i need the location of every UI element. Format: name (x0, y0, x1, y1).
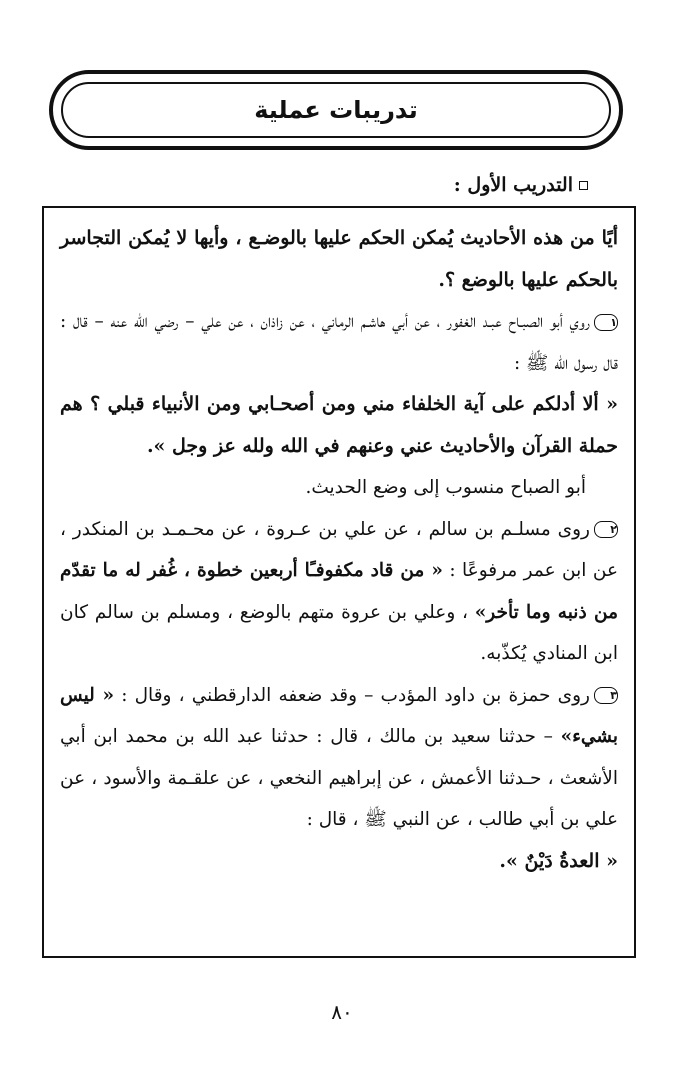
item-2-paragraph (60, 509, 618, 675)
exercise-box (42, 206, 636, 958)
item-3-paragraph (60, 675, 618, 841)
item-1-hadith: « ألا أدلكم على آية الخلفاء مني ومن أصحـابي ومن الأنبياء قبلي ؟ هم حملة القرآن والأحاديث عني وعنهم في الله ولله عز وجل ». (60, 393, 618, 457)
item-3-hadith: « العدةُ دَيْنٌ ». (499, 849, 618, 872)
item-3-narration-after: – حدثنا سعيد بن مالك ، قال : حدثنا عبد الله بن محمد ابن أبي الأشعث ، حـدثنا الأعمش ، عن إبراهيم النخعي ، عن علقـمة والأسود ، عن علي بن أبي طالب ، عن النبي ﷺ ، قال : (60, 726, 618, 830)
item-2-number: ٢ (594, 521, 618, 538)
section-label (454, 174, 588, 196)
page-title: تدريبات عملية (254, 96, 418, 124)
item-2-hadith: « من قاد مكفوفـًا أربعين خطوة ، غُفر له ما تقدّم من ذنبه وما تأخر» (60, 560, 618, 623)
item-1-narration-text: روي أبو الصبـاح عبـد الغفور ، عن أبي هاشـم الرماني ، عن زاذان ، عن علي – رضي الله عنه – قال : قال رسول الله ﷺ : (60, 311, 618, 374)
item-3-number: ٣ (594, 687, 618, 704)
item-1-narration (60, 301, 618, 384)
intro-question: أيًا من هذه الأحاديث يُمكن الحكم عليها بالوضـع ، وأيها لا يُمكن التجاسر بالحكم عليها بالوضع ؟. (60, 227, 618, 291)
header-inner-frame (61, 82, 611, 138)
item-1-note: أبو الصباح منسوب إلى وضع الحديث. (305, 477, 586, 498)
item-3-quote: « ليس بشيء» (60, 684, 618, 747)
item-2-narration-before: روى مسلـم بن سالم ، عن علي بن عـروة ، عن محـمـد بن المنكدر ، عن ابن عمر مرفوعًا : (60, 518, 618, 581)
page-number: ٨٠ (331, 1000, 353, 1024)
section-label-text: التدريب الأول : (453, 174, 573, 196)
square-bullet-icon (579, 181, 588, 190)
header-frame (49, 70, 623, 150)
item-2-narration-after: ، وعلي بن عروة متهم بالوضع ، ومسلم بن سالم كان ابن المنادي يُكذّبه. (60, 601, 618, 664)
item-1-number: ١ (594, 314, 618, 331)
item-3-narration-before: روى حمزة بن داود المؤدب – وقد ضعفه الدارقطني ، وقال : (121, 684, 590, 706)
